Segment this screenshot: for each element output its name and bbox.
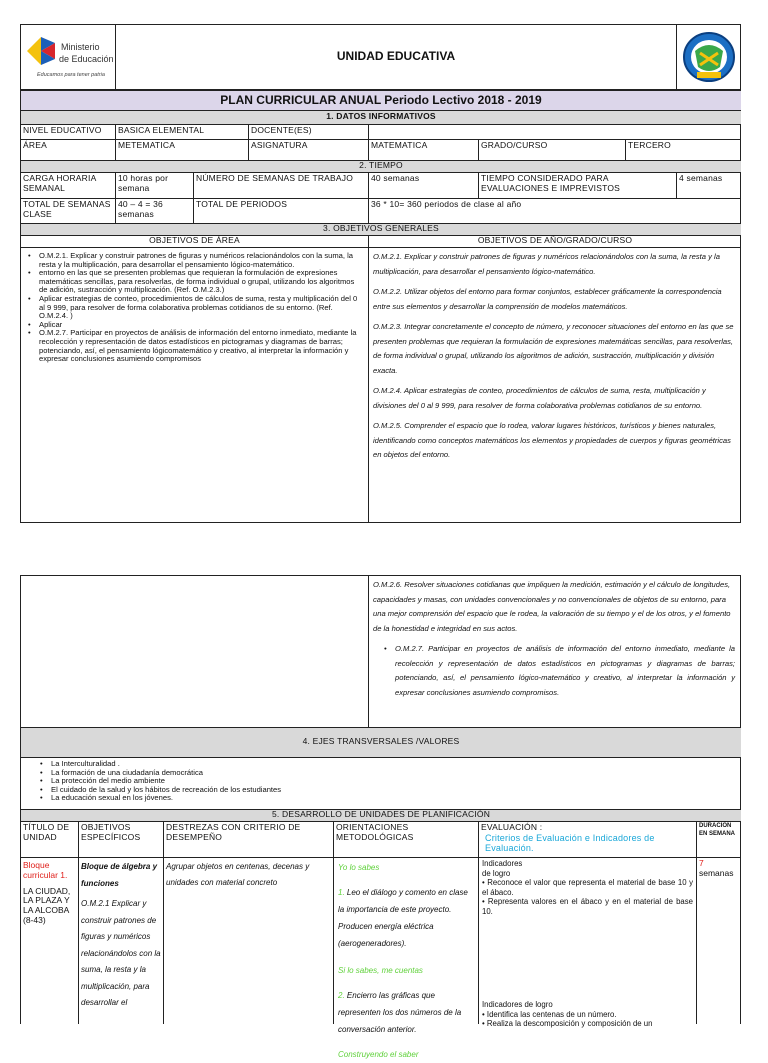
ministry-name-line2: de Educación — [59, 54, 114, 64]
objetivo-area-item: • O.M.2.7. Participar en proyectos de análisis de información del entorno inmediato, mediante la recolección y representación de datos estadísticos en pictogramas y diagramas de barras; potenciando, así, el pensamiento lógicomatemático y creativo, al interpretar la información y expresar conclusiones asumiendo compromisos — [25, 329, 362, 363]
header-box — [20, 24, 741, 90]
orientacion-step-number: 2. — [338, 991, 345, 1000]
objetivo-anio-item: O.M.2.6. Resolver situaciones cotidianas que impliquen la medición, estimación y el cálculo de longitudes, capacidades y masas, con unidades convencionales y no convencionales de objetos de su entorno, para una mejor comprensión del espacio que le rodea, la valoración de su tiempo y el de los otros, y el fomento de la honestidad e integridad en sus actos. — [373, 580, 731, 633]
asignatura-label: ASIGNATURA — [248, 139, 368, 160]
orientacion-step-1 — [338, 884, 474, 952]
orientacion-step-text: Encierro las gráficas que representen los dos números de la conversación anterior. — [338, 991, 462, 1034]
objetivo-anio-item: O.M.2.4. Aplicar estrategias de conteo, procedimientos de cálculos de suma, resta, multiplicación y divisiones del 0 al 9 999, para resolver de forma colaborativa problemas cotidianos de su entorno. — [373, 386, 706, 410]
tiempo-label: TIEMPO CONSIDERADO PARA EVALUACIONES E IMPREVISTOS — [478, 172, 676, 198]
objetivo-bloque-title: Bloque de álgebra y funciones — [81, 862, 158, 888]
objetivo-anio-item: O.M.2.3. Integrar concretamente el concepto de número, y reconocer situaciones del entorno en las que se presenten problemas que requieran la formulación de expresiones matemáticas sencillas, para resolverlas, de forma individual o grupal, utilizando los algoritmos de adición, sustracción, multiplicación y división exacta. — [373, 322, 734, 375]
indicadores-title-2: Indicadores de logro — [482, 1000, 553, 1009]
orientacion-step-text: Leo el diálogo y comento en clase la importancia de este proyecto. Producen energía eléctrica (aerogeneradores). — [338, 888, 468, 948]
objetivo-anio-item: O.M.2.5. Comprender el espacio que lo rodea, valorar lugares históricos, turísticos y bienes naturales, identificando como conceptos matemáticos los elementos y propiedades de cuerpos y figuras geométricas en objetos del entorno. — [373, 421, 731, 459]
evaluacion-cell — [478, 857, 696, 1028]
col-destrezas: DESTREZAS CON CRITERIO DE DESEMPEÑO — [163, 821, 333, 857]
objetivo-area-item: • Aplicar estrategias de conteo, procedimientos de cálculos de suma, resta y multiplicación del 0 al 9 999, para resolver de forma colaborativa problemas cotidianos de su entorno. (Ref. O.M.2.4. ) — [25, 295, 362, 321]
unidad-titulo-cell — [20, 857, 78, 1024]
col-evaluacion-title: EVALUACIÓN : — [481, 822, 543, 832]
objetivos-anio-list — [368, 247, 741, 523]
destrezas-cell: Agrupar objetos en centenas, decenas y unidades con material concreto — [163, 857, 333, 1024]
section3-title: 3. OBJETIVOS GENERALES — [20, 223, 741, 235]
indicadores-title-1: Indicadores de logro — [482, 859, 523, 878]
docente-label: DOCENTE(ES) — [248, 124, 368, 139]
asignatura-value: MATEMATICA — [368, 139, 478, 160]
grado-label: GRADO/CURSO — [478, 139, 625, 160]
total-periodos-value: 36 * 10= 360 periodos de clase al año — [368, 198, 741, 223]
eje-item: • La formación de una ciudadanía democrática — [37, 769, 737, 778]
col-duracion: DURACIÓN EN SEMANA — [696, 821, 741, 857]
eje-item: • La protección del medio ambiente — [37, 777, 737, 786]
plan-table — [20, 90, 741, 523]
school-title: UNIDAD EDUCATIVA — [336, 49, 456, 63]
col-titulo-unidad: TÍTULO DE UNIDAD — [20, 821, 78, 857]
nivel-label: NIVEL EDUCATIVO — [20, 124, 115, 139]
duracion-number: 7 — [699, 858, 704, 868]
unidad-titulo: LA CIUDAD, LA PLAZA Y LA ALCOBA (8-43) — [23, 885, 71, 925]
ministry-logo-cell — [21, 25, 116, 89]
objetivos-area-header: OBJETIVOS DE ÁREA — [20, 235, 368, 247]
objetivos-area-cont — [20, 575, 368, 727]
orientacion-heading-2: Si lo sabes, me cuentas — [338, 966, 423, 975]
objetivos-especificos-cell — [78, 857, 163, 1024]
school-crest-cell — [676, 25, 740, 89]
section5-title: 5. DESARROLLO DE UNIDADES DE PLANIFICACIÓN — [20, 809, 741, 821]
objetivo-anio-item: O.M.2.1. Explicar y construir patrones de figuras y numéricos relacionándolos con la suma, la resta y la multiplicación, para desarrollar el pensamiento lógico-matemático. — [373, 252, 720, 276]
total-semanas-label: TOTAL DE SEMANAS CLASE — [20, 198, 115, 223]
plan-title: PLAN CURRICULAR ANUAL Periodo Lectivo 2018 - 2019 — [20, 90, 741, 110]
ministry-logo-icon — [25, 33, 59, 67]
section2-title: 2. TIEMPO — [20, 160, 741, 172]
docente-value — [368, 124, 741, 139]
col-orientaciones: ORIENTACIONES METODOLÓGICAS — [333, 821, 478, 857]
indicador-item: • Reconoce el valor que representa el material de base 10 y el ábaco. — [482, 878, 693, 897]
section1-title: 1. DATOS INFORMATIVOS — [20, 110, 741, 124]
bloque-curricular-label: Bloque curricular 1. — [23, 860, 68, 880]
tiempo-value: 4 semanas — [676, 172, 741, 198]
orientacion-step-number: 1. — [338, 888, 345, 897]
semanas-value: 40 semanas — [368, 172, 478, 198]
ministry-name-line1: Ministerio — [61, 42, 100, 52]
indicador-item: • Representa valores en el ábaco y en el material de base 10. — [482, 897, 693, 916]
total-semanas-value: 40 – 4 = 36 semanas — [115, 198, 193, 223]
school-crest-icon — [682, 31, 736, 83]
objetivo-area-item: • O.M.2.1. Explicar y construir patrones de figuras y numéricos relacionándolos con la suma, la resta y la multiplicación, para desarrollar el pensamiento lógico-matemático. — [25, 252, 362, 269]
orientacion-step-2 — [338, 987, 474, 1038]
total-periodos-label: TOTAL DE PERIODOS — [193, 198, 368, 223]
eje-item: • La educación sexual en los jóvenes. — [37, 794, 737, 803]
objetivo-anio-item: O.M.2.2. Utilizar objetos del entorno para formar conjuntos, establecer gráficamente la correspondencia entre sus elementos y desarrollar la comprensión de modelos matemáticos. — [373, 287, 722, 311]
ejes-list — [20, 757, 741, 809]
area-label: ÁREA — [20, 139, 115, 160]
duracion-text: semanas — [699, 867, 734, 878]
ministry-slogan: Educamos para tener patria — [37, 72, 105, 78]
eje-item: • El cuidado de la salud y los hábitos de recreación de los estudiantes — [37, 786, 737, 795]
carga-value: 10 horas por semana — [115, 172, 193, 198]
semanas-label: NÚMERO DE SEMANAS DE TRABAJO — [193, 172, 368, 198]
grado-value: TERCERO — [625, 139, 741, 160]
carga-label: CARGA HORARIA SEMANAL — [20, 172, 115, 198]
plan-table-continued — [20, 575, 741, 1059]
objetivo-area-item: • Aplicar — [25, 321, 362, 330]
objetivo-especifico-text: O.M.2.1 Explicar y construir patrones de figuras y numéricos relacionándolos con la suma, la resta y la multiplicación, para desarrollar el — [81, 899, 161, 1007]
indicador-item: • Identifica las centenas de un número. — [482, 1009, 617, 1019]
orientacion-heading-3: Construyendo el saber — [338, 1050, 419, 1059]
col-evaluacion — [478, 821, 696, 857]
nivel-value: BASICA ELEMENTAL — [115, 124, 248, 139]
objetivos-anio-cont — [368, 575, 741, 727]
section4-title: 4. EJES TRANSVERSALES /VALORES — [20, 727, 741, 757]
orientaciones-cell — [333, 857, 478, 1059]
area-value: METEMATICA — [115, 139, 248, 160]
objetivo-anio-item: • O.M.2.7. Participar en proyectos de análisis de información del entorno inmediato, mediante la recolección y representación de datos estadísticos en pictogramas y diagramas de barras; potenciando, así, el pensamiento lógico-matemático y creativo, al interpretar la información y expresar conclusiones asumiendo compromisos. — [381, 642, 735, 700]
orientacion-heading-1: Yo lo sabes — [338, 863, 380, 872]
duracion-cell — [696, 857, 741, 1024]
indicador-item: • Realiza la descomposición y composición de un — [482, 1019, 653, 1028]
objetivos-anio-header: OBJETIVOS DE AÑO/GRADO/CURSO — [368, 235, 741, 247]
objetivo-area-item: • entorno en las que se presenten problemas que requieran la formulación de expresiones matemáticas sencillas, para resolverlas, de forma individual o grupal, utilizando los algoritmos de adición, sustracción y multiplicación. (Ref. O.M.2.3.) — [25, 269, 362, 295]
col-objetivos: OBJETIVOS ESPECÍFICOS — [78, 821, 163, 857]
eje-item: • La Interculturalidad . — [37, 760, 737, 769]
col-evaluacion-subtitle: Criterios de Evaluación e Indicadores de Evaluación. — [485, 832, 655, 854]
objetivos-area-list — [20, 247, 368, 523]
